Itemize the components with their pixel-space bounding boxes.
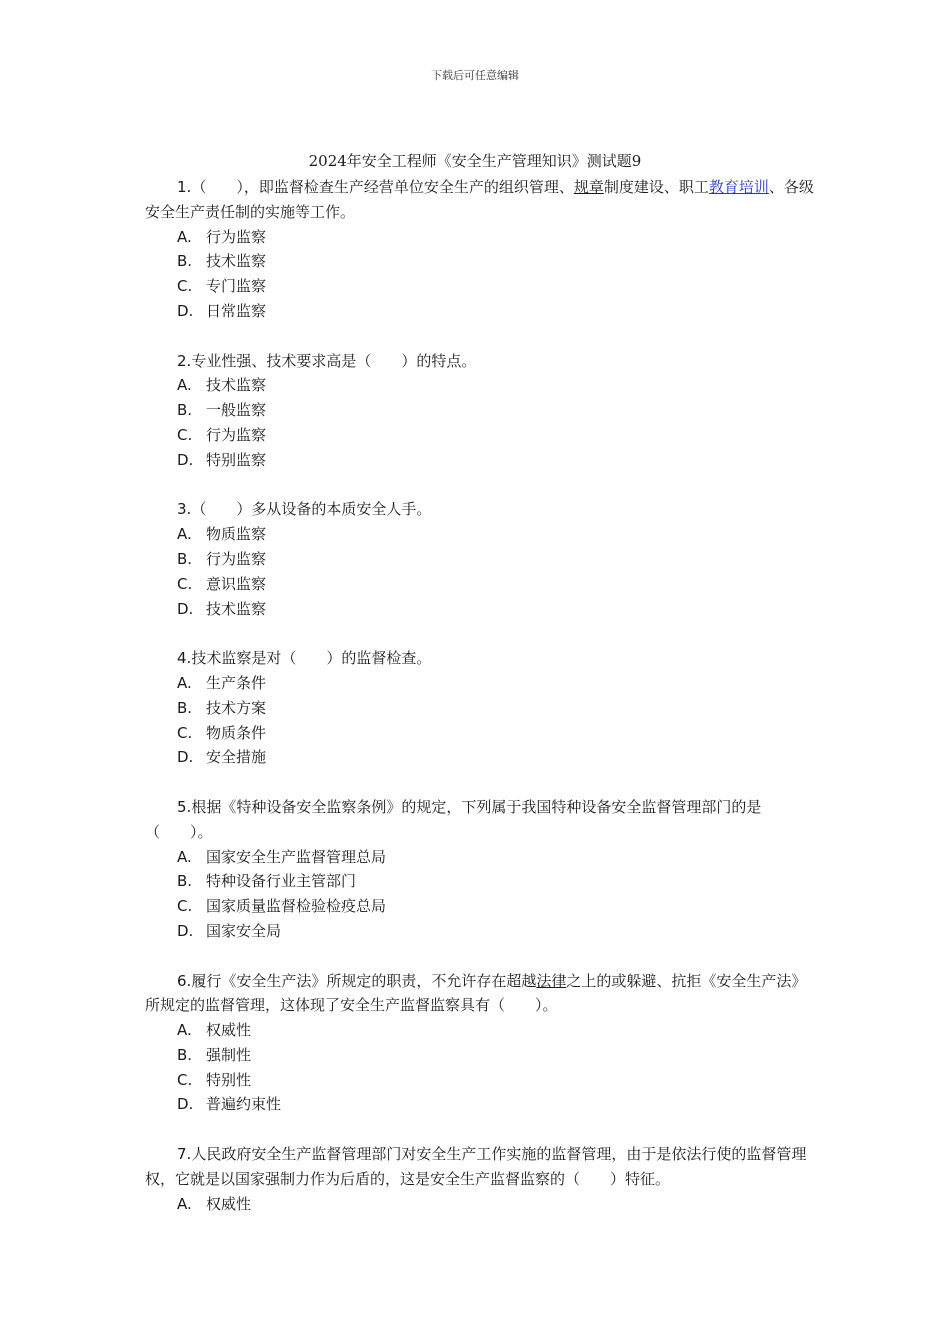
option: D. 普遍约束性	[177, 1095, 282, 1114]
hyperlink-education-training[interactable]: 教育培训	[708, 178, 769, 196]
question-3-stem: 3.（ ）多从设备的本质安全人手。	[177, 500, 432, 519]
option: A. 行为监察	[177, 227, 267, 246]
option: A. 生产条件	[177, 673, 267, 692]
question-number: 2.	[177, 351, 192, 370]
underlined-term: 规章	[573, 178, 604, 196]
spacer	[145, 324, 817, 349]
question-number: 5.	[177, 797, 192, 816]
option: D. 国家安全局	[177, 921, 282, 940]
option: A. 国家安全生产监督管理总局	[177, 847, 387, 866]
option: C. 特别性	[177, 1070, 252, 1089]
header-note: 下载后可任意编辑	[431, 69, 519, 82]
question-2-stem: 2.专业性强、技术要求高是（ ）的特点。	[177, 351, 477, 370]
spacer	[145, 621, 817, 646]
question-5-stem: 5.根据《特种设备安全监察条例》的规定，下列属于我国特种设备安全监督管理部门的是（ ）。	[145, 797, 762, 841]
option: B. 技术监察	[177, 252, 267, 271]
spacer	[145, 944, 817, 969]
question-number: 3.	[177, 500, 192, 519]
option: C. 国家质量监督检验检疫总局	[177, 897, 387, 916]
spacer	[145, 1117, 817, 1142]
option: D. 特别监察	[177, 450, 267, 469]
option: A. 权威性	[177, 1194, 252, 1213]
question-number: 4.	[177, 649, 192, 668]
spacer	[145, 473, 817, 498]
question-number: 7.	[177, 1145, 192, 1164]
option: A. 权威性	[177, 1021, 252, 1040]
option: B. 行为监察	[177, 549, 267, 568]
option: C. 意识监察	[177, 574, 267, 593]
option: C. 物质条件	[177, 723, 267, 742]
option: D. 安全措施	[177, 748, 267, 767]
option: B. 技术方案	[177, 698, 267, 717]
document-title: 2024年安全工程师《安全生产管理知识》测试题9	[308, 152, 642, 170]
option: A. 技术监察	[177, 376, 267, 395]
option: D. 技术监察	[177, 599, 267, 618]
underlined-term: 法律	[536, 971, 567, 990]
option: B. 强制性	[177, 1045, 252, 1064]
question-1-stem: 1.（ ），即监督检查生产经营单位安全生产的组织管理、规章制度建设、职工教育培训、各级安全生产责任制的实施等工作。	[145, 178, 814, 221]
spacer	[145, 770, 817, 795]
option: C. 行为监察	[177, 425, 267, 444]
document-body	[145, 175, 817, 1216]
option: B. 特种设备行业主管部门	[177, 872, 357, 891]
question-number: 1.	[177, 178, 192, 196]
question-number: 6.	[177, 971, 192, 990]
option: B. 一般监察	[177, 401, 267, 420]
question-6-stem: 6.履行《安全生产法》所规定的职责，不允许存在超越法律之上的或躲避、抗拒《安全生产法》所规定的监督管理，这体现了安全生产监督监察具有（ ）。	[145, 971, 807, 1015]
question-7-stem: 7.人民政府安全生产监督管理部门对安全生产工作实施的监督管理，由于是依法行使的监督管理权，它就是以国家强制力作为后盾的，这是安全生产监督监察的（ ）特征。	[145, 1145, 807, 1188]
question-4-stem: 4.技术监察是对（ ）的监督检查。	[177, 649, 432, 668]
option: A. 物质监察	[177, 525, 267, 544]
option: D. 日常监察	[177, 301, 267, 320]
option: C. 专门监察	[177, 277, 267, 296]
